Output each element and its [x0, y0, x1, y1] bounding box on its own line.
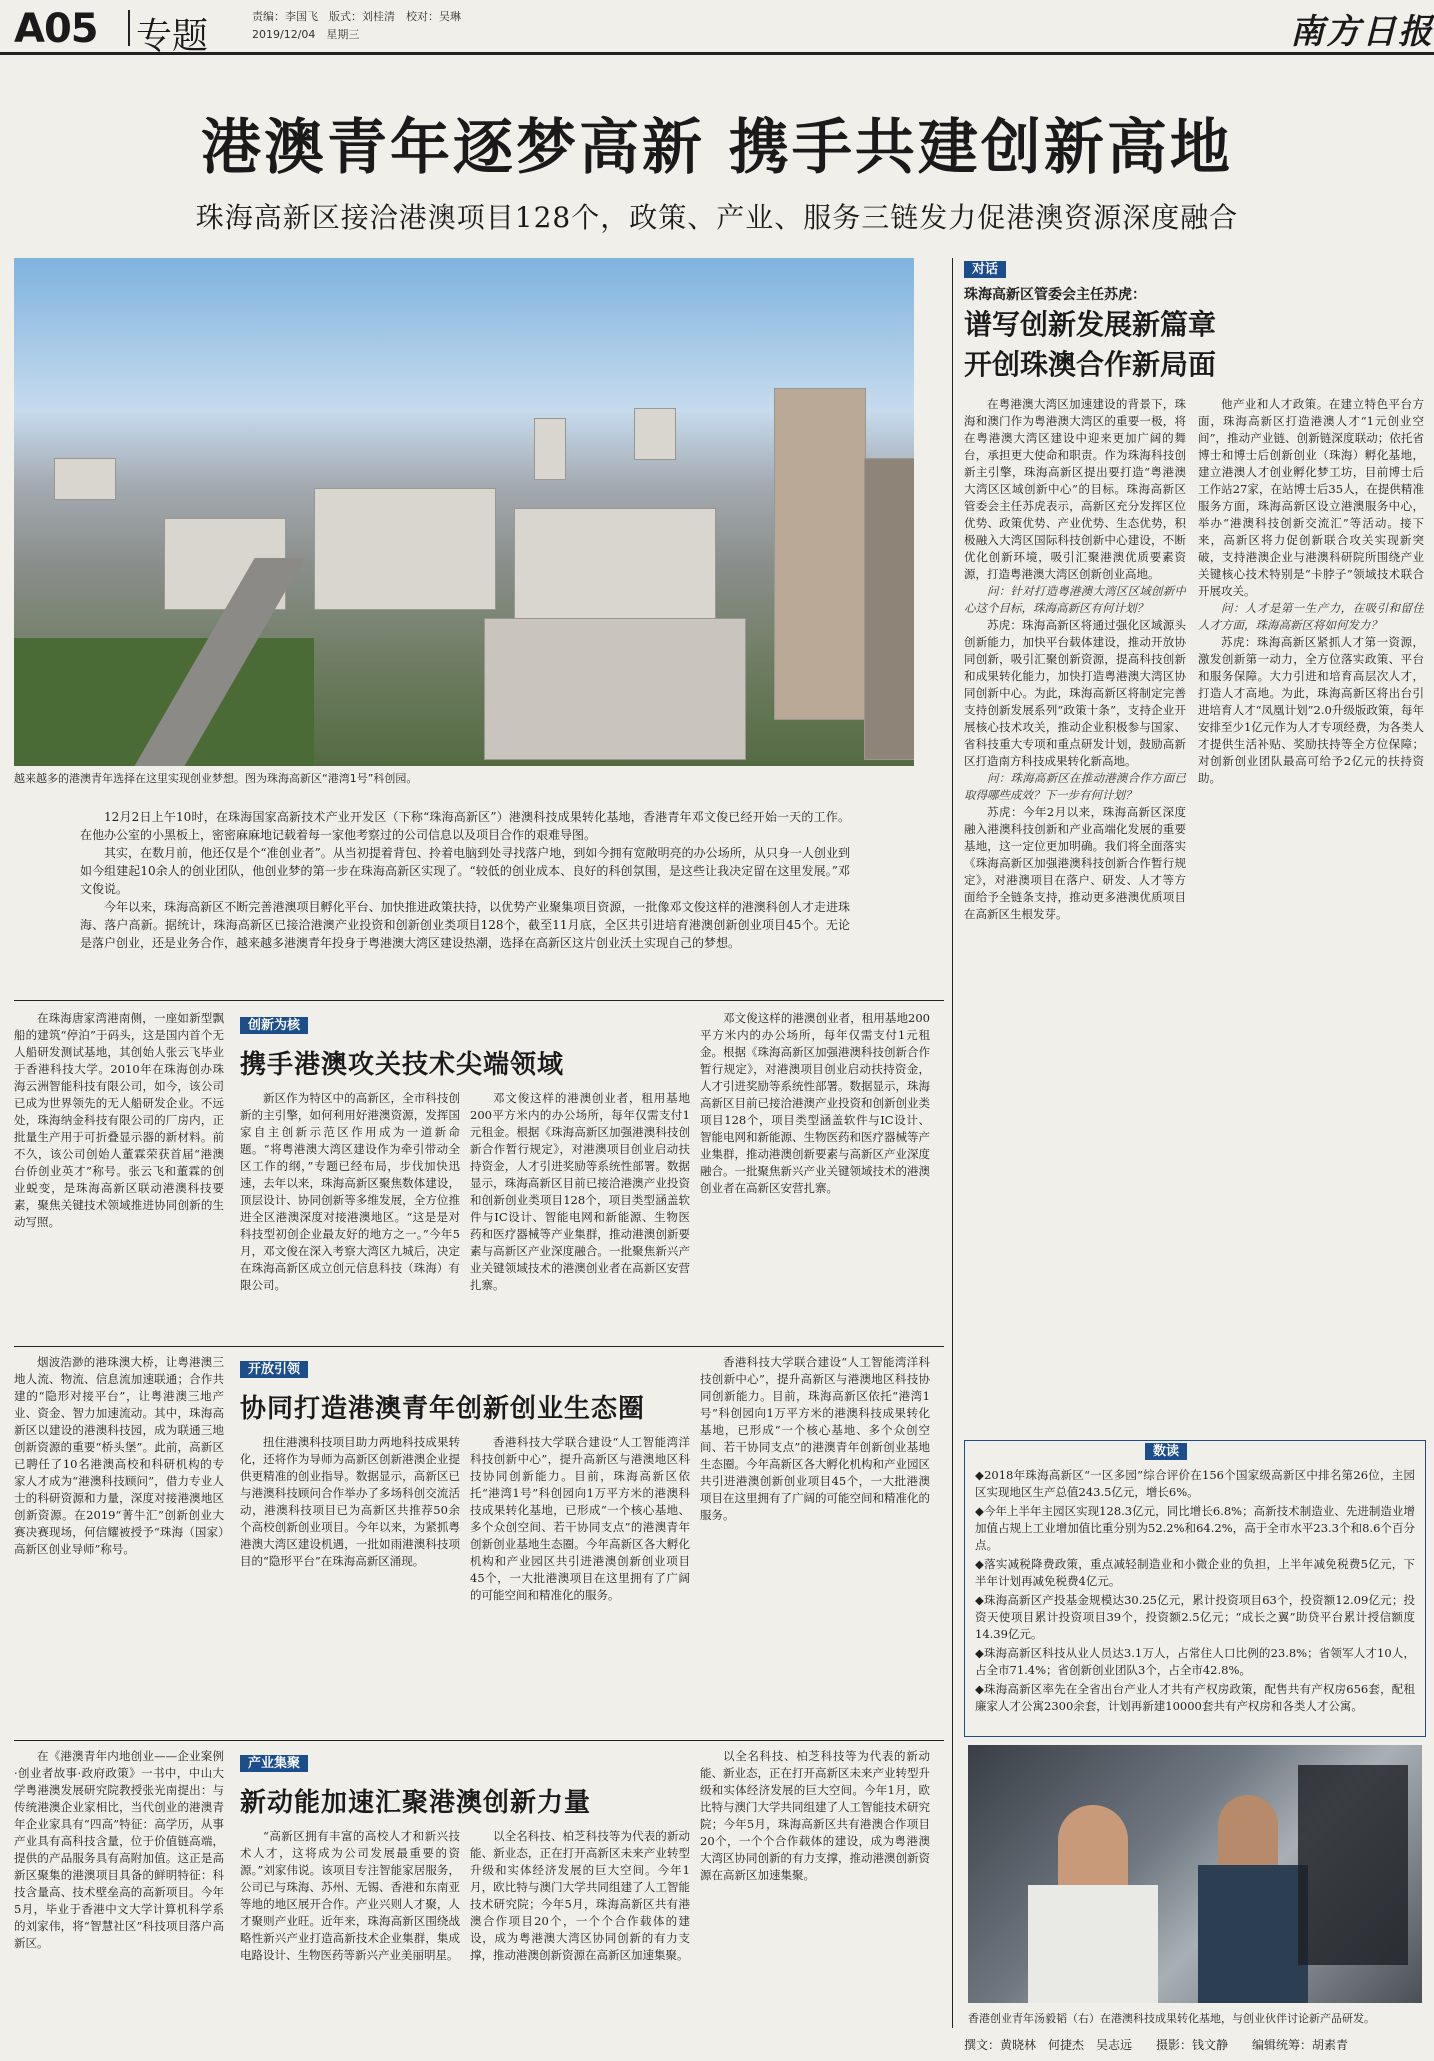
data-item: ◆今年上半年主园区实现128.3亿元，同比增长6.8%；高新技术制造业、先进制造业增加值占规上工业增加值比重分别为52.2%和64.2%，高于全市水平23.3个和8.6个百分点。	[975, 1504, 1415, 1552]
newspaper-logo: 南方日报	[1290, 12, 1434, 52]
editors-line: 责编：李国飞 版式：刘桂清 校对：吴琳	[252, 10, 461, 23]
section2-body-2: 香港科技大学联合建设“人工智能湾洋科技创新中心”，提升高新区与港澳地区科技协同创新能力。目前，珠海高新区依托“港湾1号”科创园向1万平方米的港澳科技成果转化基地，已形成“一个核心基地、多个众创空间、若干协同支点”的港澳青年创新创业基地生态圈。今年高新区各大孵化机构和产业园区共引进港澳创新创业项目45个，一大批港澳项目在这里拥有了广阔的可能空间和精准化的服务。	[470, 1435, 690, 1602]
page-subheadline: 珠海高新区接洽港澳项目128个，政策、产业、服务三链发力促港澳资源深度融合	[195, 201, 1239, 234]
question: 问：人才是第一生产力，在吸引和留住人才方面，珠海高新区将如何发力？	[1198, 601, 1424, 632]
question: 问：针对打造粤港澳大湾区区域创新中心这个目标，珠海高新区有何计划？	[964, 584, 1186, 615]
data-list	[975, 1467, 1415, 1729]
data-box	[964, 1440, 1426, 1737]
section2-title: 协同打造港澳青年创新创业生态圈	[240, 1394, 646, 1424]
interview-lead-in: 珠海高新区管委会主任苏虎：	[964, 287, 1146, 303]
lead-paragraph: 其实，在数月前，他还仅是个“准创业者”。从当初提着背包、拎着电脑到处寻找落户地，到如今拥有宽敞明亮的办公场所，从只身一人创业到如今组建起10余人的创业团队，他创业梦的第一步在珠海高新区实现了。“较低的创业成本、良好的科创氛围，是这些让我决定留在这里发展。”邓文俊说。	[80, 846, 850, 896]
section3-body: “高新区拥有丰富的高校人才和新兴技术人才，这将成为公司发展最重要的资源。”刘家伟说。该项目专注智能家居服务，公司已与珠海、苏州、无锡、香港和东南亚等地的地区展开合作。产业兴则人才聚，人才聚则产业旺。近年来，珠海高新区围绕战略性新兴产业打造高新技术企业集群，集成电路设计、生物医药等新兴产业美丽明星。	[240, 1829, 460, 1962]
section3-body-2: 以全名科技、柏芝科技等为代表的新动能、新业态，正在打开高新区未来产业转型升级和实体经济发展的巨大空间。今年1月，欧比特与澳门大学共同组建了人工智能技术研究院；今年5月，珠海高新区共有港澳合作项目20个，一个个合作载体的建设，成为粤港澳大湾区协同创新的有力支撑，推动港澳创新资源在高新区加速集聚。	[470, 1829, 690, 1962]
interview-column-2: 他产业和人才政策。在建立特色平台方面，珠海高新区打造港澳人才“1元创业空间”，推动产业链、创新链深度联动；依托省博士和博士后创新创业（珠海）孵化基地，建立港澳人才创业孵化梦工坊，目前博士后工作站27家，在站博士后35人，在提供精准服务方面，珠海高新区设立港澳服务中心，举办“港澳科技创新交流汇”等活动。接下来，高新区将力促创新联合攻关实现新突破，支持港澳企业与港澳科研院所围绕产业关键核心技术特别是“卡脖子”领域技术联合开展攻关。 问：人才是第一生产力，在吸引和留住人才方面，珠海高新区将如何发力？ 苏虎：珠海高新区紧抓人才第一资源，激发创新第一动力，全方位落实政策、平台和服务保障。大力引进和培育高层次人才，打造人才高地。为此，珠海高新区将出台引进培育人才“凤凰计划”2.0升级版政策，每年安排至少1亿元作为人才专项经费，为各类人才提供生活补贴、奖励扶持等全方位保障；对创新创业团队最高可给予2亿元的扶持资助。	[1198, 397, 1424, 785]
section1-title: 携手港澳攻关技术尖端领域	[240, 1050, 565, 1080]
credits: 撰文：黄晓林 何捷杰 吴志远 摄影：钱文静 编辑统筹：胡素青	[964, 2038, 1349, 2052]
section1-left-column: 在珠海唐家湾港南侧，一座如新型飘船的建筑“停泊”于码头，这是国内首个无人船研发测试基地，其创始人张云飞毕业于香港科技大学。2010年在珠海创办珠海云洲智能科技有限公司，如今，该公司已成为世界领先的无人船研发企业。不远处，珠海纳金科技有限公司的厂房内，正批量生产用于可折叠显示器的新材料。前不久，该公司创始人董霖荣获首届“港澳台侨创业英才”称号。张云飞和董霖的创业蜕变，是珠海高新区联动港澳科技要素，聚焦关键技术领域推进协同创新的生动写照。	[14, 1011, 224, 1229]
data-item: ◆珠海高新区率先在全省出台产业人才共有产权房政策，配售共有产权房656套，配租廉家人才公寓2300余套，计划再新建10000套共有产权房和各类人才公寓。	[975, 1682, 1415, 1713]
section1-body: 新区作为特区中的高新区，全市科技创新的主引擎，如何利用好港澳资源，发挥国家自主创新示范区作用成为一道新命题。“将粤港澳大湾区建设作为牵引带动全区工作的纲，”专题已经布局，步伐加快迅速，去年以来，珠海高新区聚焦数体建设，顶层设计、协同创新等多维发展，全方位推进全区港澳深度对接港澳地区。“这是是对科技型初创企业最友好的地方之一。”今年5月，邓文俊在深入考察大湾区九城后，决定在珠海高新区成立创元信息科技（珠海）有限公司。	[240, 1091, 460, 1292]
main-photo	[14, 258, 914, 766]
data-box-tag: 数读	[1145, 1440, 1187, 1459]
lab-photo	[968, 1745, 1422, 2003]
interview-column-1: 在粤港澳大湾区加速建设的背景下，珠海和澳门作为粤港澳大湾区的重要一极，将在粤港澳大湾区建设中迎来更加广阔的舞台，承担更大使命和职责。作为珠海科技创新主引擎，珠海高新区提出要打造“粤港澳大湾区区域创新中心”的目标。珠海高新区管委会主任苏虎表示，高新区充分发挥区位优势、政策优势、产业优势、生态优势，积极融入大湾区国际科技创新中心建设，不断优化创新环境，吸引汇聚港澳优质要素资源，打造粤港澳大湾区创新创业高地。 问：针对打造粤港澳大湾区区域创新中心这个目标，珠海高新区有何计划？ 苏虎：珠海高新区将通过强化区域源头创新能力，加快平台载体建设，推动开放协同创新，吸引汇聚创新资源，提高科技创新和成果转化能力，加快打造粤港澳大湾区协同创新中心。为此，珠海高新区将制定完善支持创新发展系列“政策十条”，支持企业开展核心技术攻关，推动企业积极参与国家、省科技重大专项和重点研发计划，鼓励高新区打造南方科技成果转化新高地。 问：珠海高新区在推动港澳合作方面已取得哪些成效？下一步有何计划？ 苏虎：今年2月以来，珠海高新区深度融入港澳科技创新和产业高端化发展的重要基地，这一定位更加明确。我们将全面落实《珠海高新区加强港澳科技创新合作暂行规定》，对港澳项目在落户、研发、人才等方面给予全链条支持，推动更多港澳优质项目在高新区生根发芽。	[964, 397, 1186, 921]
section-name: 专题	[136, 16, 209, 57]
lab-photo-caption: 香港创业青年汤毅韬（右）在港澳科技成果转化基地，与创业伙伴讨论新产品研发。	[968, 2012, 1375, 2025]
section3-right-column: 以全名科技、柏芝科技等为代表的新动能、新业态，正在打开高新区未来产业转型升级和实体经济发展的巨大空间。今年1月，欧比特与澳门大学共同组建了人工智能技术研究院；今年5月，珠海高新区共有港澳合作项目20个，一个个合作载体的建设，成为粤港澳大湾区协同创新的有力支撑，推动港澳创新资源在高新区加速集聚。	[700, 1749, 930, 1882]
section1-right-column: 邓文俊这样的港澳创业者，租用基地200平方米内的办公场所，每年仅需支付1元租金。根据《珠海高新区加强港澳科技创新合作暂行规定》，对港澳项目创业启动扶持资金，人才引进奖励等系统性部署。数据显示，珠海高新区目前已接洽港澳产业投资和创新创业类项目128个，项目类型涵盖软件与IC设计、智能电网和新能源、生物医药和医疗器械等产业集群，推动港澳创新要素与高新区产业深度融合。一批聚焦新兴产业关键领域技术的港澳创业者在高新区安营扎寨。	[700, 1011, 930, 1195]
section3-left-column: 在《港澳青年内地创业——企业案例·创业者故事·政府政策》一书中，中山大学粤港澳发展研究院教授张光南提出：与传统港澳企业家相比，当代创业的港澳青年企业家具有“四高”特征：高学历，从事产业具有高科技含量，位于价值链高端，提供的产品服务具有高附加值。这正是高新区聚集的港澳项目具备的鲜明特征：科技含量高、技术壁垒高的高新项目。今年5月，毕业于香港中文大学计算机科学系的刘家伟，将“智慧社区”科技项目落户高新区。	[14, 1749, 224, 1950]
divider	[14, 1000, 944, 1001]
section3-tag: 产业集聚	[240, 1752, 308, 1771]
divider	[14, 1346, 944, 1347]
lead-paragraph: 今年以来，珠海高新区不断完善港澳项目孵化平台、加快推进政策扶持，以优势产业聚集项目资源，一批像邓文俊这样的港澳科创人才走进珠海、落户高新。据统计，珠海高新区已接洽港澳产业投资和创新创业类项目128个，截至11月底，全区共引进培育港澳创新创业项目45个。无论是落户创业，还是业务合作，越来越多港澳青年投身于粤港澳大湾区建设热潮，选择在高新区这片创业沃土实现自己的梦想。	[80, 900, 850, 950]
question: 问：珠海高新区在推动港澳合作方面已取得哪些成效？下一步有何计划？	[964, 771, 1186, 802]
masthead	[0, 0, 1434, 55]
page-headline: 港澳青年逐梦高新 携手共建创新高地	[201, 113, 1233, 183]
lead-paragraph: 12月2日上午10时，在珠海国家高新技术产业开发区（下称“珠海高新区”）港澳科技成果转化基地，香港青年邓文俊已经开始一天的工作。在他办公室的小黑板上，密密麻麻地记载着每一家他考察过的公司信息以及项目合作的艰难导图。	[80, 810, 850, 842]
section1-tag: 创新为核	[240, 1014, 308, 1033]
data-item: ◆2018年珠海高新区“一区多园”综合评价在156个国家级高新区中排名第26位，主园区实现地区生产总值243.5亿元，增长6%。	[975, 1468, 1415, 1499]
data-item: ◆落实减税降费政策，重点减轻制造业和小微企业的负担，上半年减免税费5亿元，下半年计划再减免税费4亿元。	[975, 1557, 1415, 1588]
page-number: A05	[14, 6, 98, 52]
section1-body-2: 邓文俊这样的港澳创业者，租用基地200平方米内的办公场所，每年仅需支付1元租金。根据《珠海高新区加强港澳科技创新合作暂行规定》，对港澳项目创业启动扶持资金，人才引进奖励等系统性部署。数据显示，珠海高新区目前已接洽港澳产业投资和创新创业类项目128个，项目类型涵盖软件与IC设计、智能电网和新能源、生物医药和医疗器械等产业集群，推动港澳创新要素与高新区产业深度融合。一批聚焦新兴产业关键领域技术的港澳创业者在高新区安营扎寨。	[470, 1091, 690, 1292]
divider	[952, 258, 953, 2028]
data-item: ◆珠海高新区产投基金规模达30.25亿元，累计投资项目63个，投资额12.09亿元；投资天使项目累计投资项目39个，投资额2.5亿元；“成长之翼”助贷平台累计授信额度14.39亿元。	[975, 1593, 1415, 1641]
divider	[128, 10, 130, 46]
date-line: 2019/12/04 星期三	[252, 28, 360, 41]
divider	[14, 1740, 944, 1741]
section2-left-column: 烟波浩渺的港珠澳大桥，让粤港澳三地人流、物流、信息流加速联通；合作共建的“隐形对接平台”，让粤港澳三地产业、资金、智力加速流动。其中，珠海高新区以建设的港澳科技园，成为联通三地创新资源的重要“桥头堡”。此前，高新区已聘任了10名港澳高校和科研机构的专家人才成为“港澳科技顾问”，借力专业人士的科研资源和力量，深度对接港澳地区创新资源。在2019“菁牛汇”创新创业大赛决赛现场，何信耀被授予“珠海（国家）高新区创业导师”称号。	[14, 1355, 224, 1556]
interview-tag: 对话	[964, 258, 1006, 277]
lead-text	[80, 808, 850, 988]
interview-title-1: 谱写创新发展新篇章	[964, 308, 1217, 341]
interview-title-2: 开创珠澳合作新局面	[964, 348, 1217, 381]
main-photo-caption: 越来越多的港澳青年选择在这里实现创业梦想。图为珠海高新区“港湾1号”科创园。	[14, 772, 418, 785]
section2-body: 扭住港澳科技项目助力两地科技成果转化，还将作为导师为高新区创新港澳企业提供更精准的创业指导。数据显示，高新区已与港澳科技顾问合作举办了多场科创交流活动，港澳科技项目已为高新区共推荐50余个高校创新创业项目。今年以来，为紧抓粤港澳大湾区建设机遇，一批如雨港澳科技项目的“隐形平台”在珠海高新区涌现。	[240, 1435, 460, 1568]
section3-title: 新动能加速汇聚港澳创新力量	[240, 1788, 592, 1818]
data-item: ◆珠海高新区科技从业人员达3.1万人，占常住人口比例的23.8%；省领军人才10人，占全市71.4%；省创新创业团队3个，占全市42.8%。	[975, 1646, 1415, 1677]
section2-tag: 开放引领	[240, 1358, 308, 1377]
section2-right-column: 香港科技大学联合建设“人工智能湾洋科技创新中心”，提升高新区与港澳地区科技协同创新能力。目前，珠海高新区依托“港湾1号”科创园向1万平方米的港澳科技成果转化基地，已形成“一个核心基地、多个众创空间、若干协同支点”的港澳青年创新创业基地生态圈。今年高新区各大孵化机构和产业园区共引进港澳创新创业项目45个，一大批港澳项目在这里拥有了广阔的可能空间和精准化的服务。	[700, 1355, 930, 1522]
